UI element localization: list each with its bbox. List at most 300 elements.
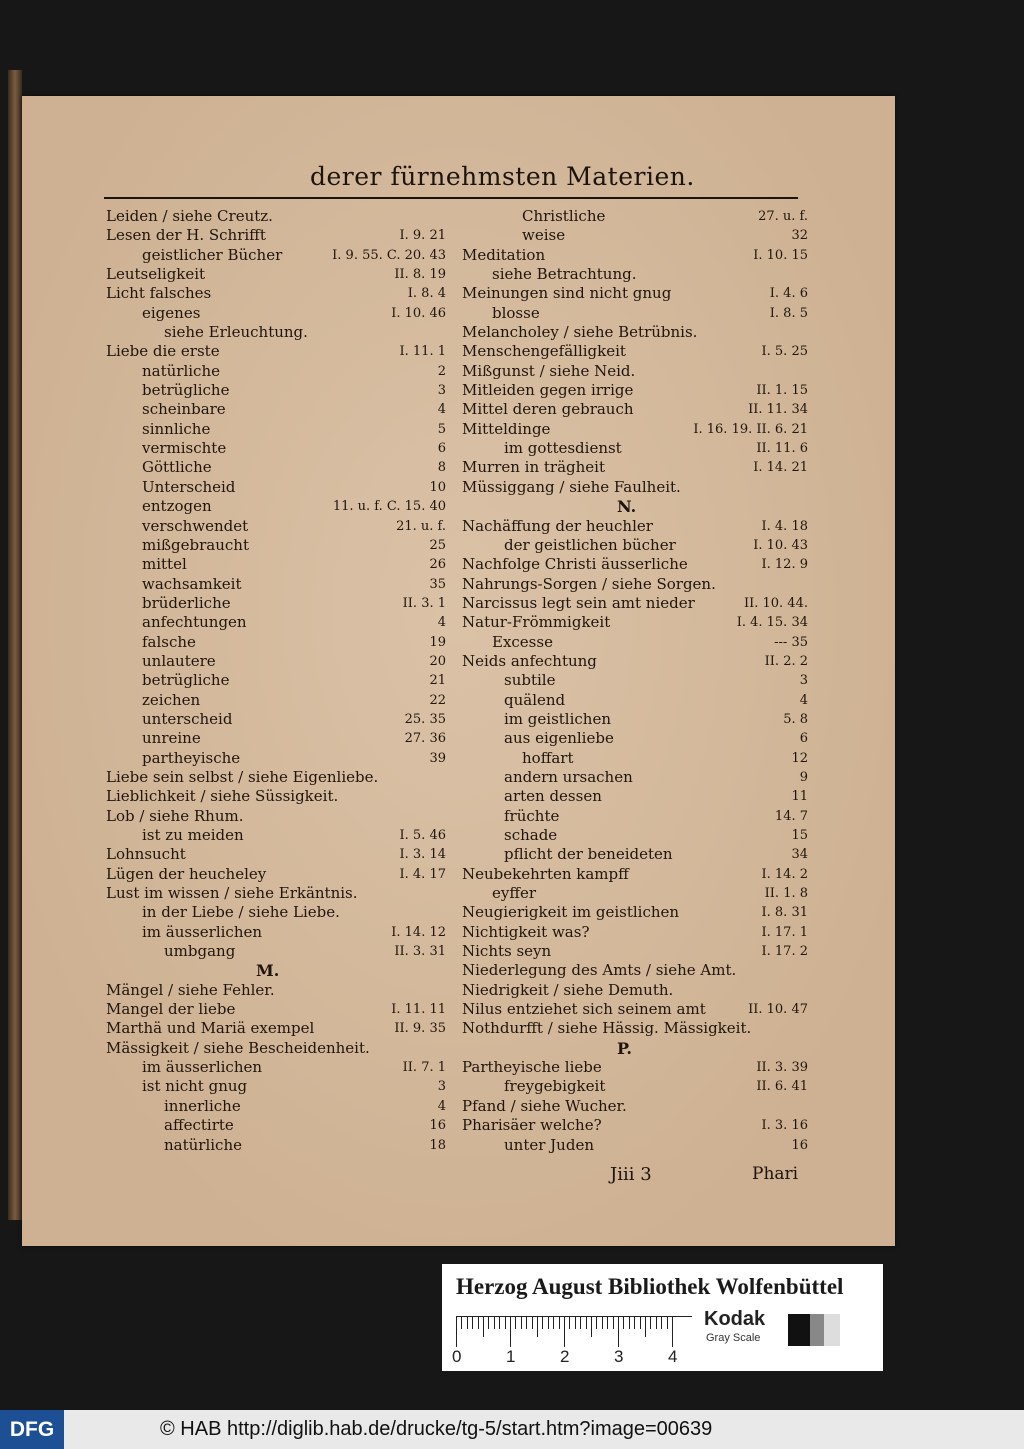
entry-term: Nichts seyn — [462, 942, 552, 961]
entry-term: schade — [504, 826, 558, 844]
entry-term: der geistlichen bücher — [504, 535, 676, 554]
entry-term: P. — [617, 1038, 632, 1058]
entry-term: im äusserlichen — [142, 922, 263, 941]
index-entry — [106, 265, 446, 284]
entry-term: Nahrungs-Sorgen / siehe Sorgen. — [462, 574, 716, 593]
index-entry — [106, 826, 446, 845]
index-entry — [462, 555, 808, 574]
ruler-tick — [586, 1317, 587, 1329]
entry-term: zeichen — [142, 690, 201, 709]
copyright-link[interactable]: © HAB http://diglib.hab.de/drucke/tg-5/start.htm?image=00639 — [160, 1418, 713, 1440]
entry-reference: 21. u. f. — [396, 518, 446, 534]
ruler-tick — [656, 1317, 657, 1329]
index-entry — [462, 1116, 808, 1135]
entry-reference: 26 — [429, 557, 446, 573]
index-entry — [462, 226, 808, 245]
index-entry — [106, 400, 446, 419]
index-entry — [462, 1077, 808, 1096]
entry-term: arten dessen — [504, 787, 602, 806]
ruler-tick — [623, 1317, 624, 1329]
ruler-tick — [488, 1317, 489, 1329]
index-entry — [106, 226, 446, 245]
ruler-tick — [472, 1317, 473, 1329]
index-entry — [106, 497, 446, 516]
index-entry — [106, 923, 446, 942]
dfg-logo: DFG — [0, 1410, 64, 1449]
entry-reference: I. 14. 2 — [761, 866, 808, 882]
index-entry — [462, 246, 808, 265]
index-entry — [462, 1136, 808, 1155]
entry-reference: 3 — [799, 673, 808, 689]
entry-reference: 27. u. f. — [758, 209, 808, 224]
index-entry — [106, 342, 446, 361]
index-entry — [106, 787, 446, 806]
entry-term: im äusserlichen — [142, 1058, 263, 1077]
ruler-number: 4 — [668, 1347, 678, 1366]
index-entry — [106, 207, 446, 226]
index-entry — [462, 265, 808, 284]
entry-reference: II. 3. 31 — [394, 944, 446, 960]
entry-reference: I. 3. 16 — [761, 1118, 808, 1134]
ruler-tick — [564, 1317, 565, 1347]
ruler-number: 1 — [506, 1347, 516, 1366]
index-entry — [106, 1097, 446, 1116]
entry-term: falsche — [142, 632, 196, 651]
entry-reference: II. 3. 39 — [756, 1060, 808, 1076]
index-entry — [106, 478, 446, 497]
gray-patch-black — [788, 1314, 810, 1346]
index-entry — [106, 323, 446, 342]
index-entry — [462, 536, 808, 555]
index-entry — [106, 633, 446, 652]
entry-term: Marthä und Mariä exempel — [106, 1019, 315, 1038]
ruler-tick — [575, 1317, 576, 1329]
entry-reference: 11 — [791, 789, 808, 805]
entry-term: Lieblichkeit / siehe Süssigkeit. — [106, 787, 339, 806]
index-entry — [106, 1019, 446, 1038]
entry-term: natürliche — [142, 361, 220, 380]
entry-term: hoffart — [522, 748, 574, 767]
entry-term: Meinungen sind nicht gnug — [462, 284, 672, 303]
entry-term: Excesse — [492, 632, 553, 651]
index-entry — [462, 1097, 808, 1116]
entry-term: Nilus entziehet sich seinem amt — [462, 1000, 706, 1019]
measurement-ruler — [456, 1316, 692, 1347]
entry-term: Natur-Frömmigkeit — [462, 613, 611, 632]
index-entry — [462, 729, 808, 748]
entry-term: unterscheid — [142, 709, 233, 728]
index-entry — [462, 633, 808, 652]
entry-term: Liebe die erste — [106, 342, 220, 361]
entry-term: im gottesdienst — [504, 439, 622, 458]
entry-reference: II. 2. 2 — [764, 653, 808, 669]
index-entry — [106, 381, 446, 400]
index-entry — [106, 865, 446, 884]
entry-reference: 16 — [429, 1118, 446, 1134]
index-entry — [462, 1000, 808, 1019]
entry-reference: --- 35 — [774, 634, 808, 650]
entry-reference: 4 — [437, 1098, 446, 1114]
index-entry — [106, 594, 446, 613]
index-entry — [106, 613, 446, 632]
index-entry — [106, 1116, 446, 1135]
signature-mark: Jiii 3 — [610, 1164, 652, 1185]
entry-term: Mißgunst / siehe Neid. — [462, 361, 636, 380]
entry-term: brüderliche — [142, 593, 231, 612]
index-entry — [462, 613, 808, 632]
entry-reference: I. 17. 2 — [761, 944, 808, 960]
ruler-tick — [634, 1317, 635, 1329]
index-entry — [462, 652, 808, 671]
index-entry — [106, 903, 446, 922]
entry-term: blosse — [492, 303, 540, 322]
ruler-tick — [499, 1317, 500, 1329]
entry-reference: 12 — [791, 750, 808, 766]
entry-reference: 34 — [791, 847, 808, 863]
entry-term: betrügliche — [142, 671, 230, 690]
entry-reference: 39 — [429, 750, 446, 766]
entry-term: vermischte — [142, 439, 227, 458]
entry-term: wachsamkeit — [142, 574, 242, 593]
index-entry — [106, 439, 446, 458]
entry-term: Leutseligkeit — [106, 265, 206, 284]
entry-term: Nothdurfft / siehe Hässig. Mässigkeit. — [462, 1019, 752, 1038]
ruler-tick — [461, 1317, 462, 1329]
entry-reference: I. 8. 5 — [769, 305, 808, 321]
entry-reference: I. 16. 19. II. 6. 21 — [693, 421, 808, 437]
index-entry — [462, 362, 808, 381]
index-entry — [106, 536, 446, 555]
index-entry — [106, 517, 446, 536]
entry-reference: I. 14. 21 — [753, 460, 808, 476]
entry-reference: I. 8. 4 — [407, 286, 446, 302]
entry-reference: I. 5. 25 — [761, 344, 808, 360]
color-scale-card — [442, 1264, 883, 1371]
index-entry — [462, 981, 808, 1000]
entry-reference: I. 4. 6 — [769, 286, 808, 302]
entry-reference: I. 12. 9 — [761, 557, 808, 573]
ruler-tick — [607, 1317, 608, 1329]
entry-reference: II. 11. 6 — [756, 441, 808, 457]
entry-term: Leiden / siehe Creutz. — [106, 207, 273, 225]
entry-term: sinnliche — [142, 419, 211, 438]
entry-term: quälend — [504, 690, 566, 709]
ruler-tick — [548, 1317, 549, 1329]
entry-reference: 27. 36 — [404, 731, 446, 747]
index-column-right — [462, 207, 808, 1155]
entry-term: natürliche — [164, 1135, 242, 1154]
entry-reference: II. 1. 15 — [756, 383, 808, 399]
entry-term: Narcissus legt sein amt nieder — [462, 593, 695, 612]
entry-term: Lust im wissen / siehe Erkäntnis. — [106, 884, 358, 903]
index-entry — [462, 671, 808, 690]
ruler-tick — [521, 1317, 522, 1329]
entry-reference: I. 3. 14 — [399, 847, 446, 863]
index-entry — [462, 458, 808, 477]
index-entry — [462, 845, 808, 864]
entry-term: Nachäffung der heuchler — [462, 516, 653, 535]
entry-term: Menschengefälligkeit — [462, 342, 626, 361]
ruler-tick — [542, 1317, 543, 1329]
entry-term: unter Juden — [504, 1135, 594, 1154]
entry-term: Christliche — [522, 207, 606, 225]
entry-term: Lob / siehe Rhum. — [106, 806, 244, 825]
ruler-tick — [602, 1317, 603, 1329]
entry-term: Mässigkeit / siehe Bescheidenheit. — [106, 1038, 370, 1057]
entry-reference: I. 10. 43 — [753, 537, 808, 553]
gray-patch-light — [824, 1314, 840, 1346]
entry-reference: 21 — [429, 673, 446, 689]
entry-term: anfechtungen — [142, 613, 247, 632]
entry-reference: 11. u. f. C. 15. 40 — [332, 499, 446, 515]
entry-reference: 6 — [437, 441, 446, 457]
index-entry — [106, 1039, 446, 1058]
ruler-tick — [559, 1317, 560, 1329]
ruler-tick — [629, 1317, 630, 1329]
entry-reference: I. 10. 15 — [753, 247, 808, 263]
entry-term: Müssiggang / siehe Faulheit. — [462, 477, 681, 496]
index-entry — [106, 420, 446, 439]
entry-term: entzogen — [142, 497, 212, 516]
index-entry — [462, 284, 808, 303]
entry-term: Göttliche — [142, 458, 212, 477]
entry-reference: II. 3. 1 — [402, 595, 446, 611]
index-entry — [462, 342, 808, 361]
entry-reference: 19 — [429, 634, 446, 650]
entry-term: Liebe sein selbst / siehe Eigenliebe. — [106, 767, 379, 786]
index-entry — [106, 652, 446, 671]
entry-term: Mitleiden gegen irrige — [462, 381, 634, 400]
entry-term: Melancholey / siehe Betrübnis. — [462, 323, 698, 342]
entry-reference: 25 — [429, 537, 446, 553]
entry-reference: 5 — [437, 421, 446, 437]
entry-reference: 4 — [799, 692, 808, 708]
entry-reference: II. 10. 47 — [748, 1002, 808, 1018]
entry-reference: II. 8. 19 — [394, 267, 446, 283]
entry-term: früchte — [504, 806, 560, 825]
entry-term: Niedrigkeit / siehe Demuth. — [462, 980, 674, 999]
entry-term: pflicht der beneideten — [504, 845, 673, 864]
entry-term: siehe Betrachtung. — [492, 265, 637, 284]
index-entry — [106, 691, 446, 710]
ruler-tick — [456, 1317, 457, 1347]
index-entry — [106, 671, 446, 690]
ruler-tick — [645, 1317, 646, 1337]
ruler-number: 2 — [560, 1347, 570, 1366]
ruler-tick — [526, 1317, 527, 1329]
entry-term: umbgang — [164, 942, 236, 961]
entry-reference: I. 4. 18 — [761, 518, 808, 534]
ruler-tick — [494, 1317, 495, 1329]
entry-term: scheinbare — [142, 400, 226, 419]
index-entry — [106, 981, 446, 1000]
entry-reference: 5. 8 — [783, 711, 808, 727]
entry-term: innerliche — [164, 1096, 241, 1115]
entry-reference: 14. 7 — [774, 808, 808, 824]
entry-term: Mitteldinge — [462, 419, 551, 438]
entry-reference: 35 — [429, 576, 446, 592]
entry-term: unlautere — [142, 651, 216, 670]
index-entry — [106, 458, 446, 477]
index-entry — [462, 323, 808, 342]
entry-term: geistlicher Bücher — [142, 245, 283, 264]
entry-term: Mittel deren gebrauch — [462, 400, 634, 419]
index-entry — [462, 439, 808, 458]
index-entry — [106, 1058, 446, 1077]
index-entry — [106, 729, 446, 748]
ruler-tick — [591, 1317, 592, 1337]
index-entry — [462, 807, 808, 826]
entry-term: Partheyische liebe — [462, 1058, 602, 1077]
entry-term: Meditation — [462, 245, 546, 264]
ruler-tick — [580, 1317, 581, 1329]
index-entry — [106, 710, 446, 729]
entry-reference: I. 9. 55. C. 20. 43 — [332, 247, 446, 263]
index-entry — [462, 826, 808, 845]
entry-term: Neugierigkeit im geistlichen — [462, 903, 680, 922]
entry-reference: I. 9. 21 — [399, 228, 446, 244]
ruler-tick — [596, 1317, 597, 1329]
entry-reference: I. 11. 11 — [391, 1002, 446, 1018]
ruler-tick — [672, 1317, 673, 1347]
header-rule — [104, 197, 798, 199]
index-entry — [462, 942, 808, 961]
index-entry — [462, 420, 808, 439]
entry-reference: 4 — [437, 615, 446, 631]
entry-reference: 15 — [791, 828, 808, 843]
entry-term: weise — [522, 226, 566, 245]
entry-reference: 4 — [437, 402, 446, 418]
entry-term: N. — [617, 497, 637, 517]
ruler-number: 0 — [452, 1347, 462, 1366]
entry-term: ist nicht gnug — [142, 1077, 248, 1096]
page-header: derer fürnehmsten Materien. — [310, 162, 695, 191]
entry-term: Lügen der heucheley — [106, 864, 267, 883]
ruler-tick — [553, 1317, 554, 1329]
entry-reference: II. 9. 35 — [394, 1021, 446, 1037]
entry-term: Neids anfechtung — [462, 651, 597, 670]
entry-term: M. — [256, 961, 280, 981]
entry-term: partheyische — [142, 748, 241, 767]
library-name: Herzog August Bibliothek Wolfenbüttel — [456, 1274, 844, 1299]
entry-reference: I. 4. 15. 34 — [736, 615, 808, 631]
entry-reference: II. 10. 44. — [743, 595, 808, 611]
ruler-number: 3 — [614, 1347, 624, 1366]
entry-term: betrügliche — [142, 381, 230, 400]
ruler-tick — [515, 1317, 516, 1329]
entry-term: Lohnsucht — [106, 845, 186, 864]
index-entry — [106, 768, 446, 787]
index-entry — [462, 517, 808, 536]
entry-reference: 9 — [799, 769, 808, 785]
entry-reference: II. 6. 41 — [756, 1079, 808, 1095]
index-entry — [462, 207, 808, 226]
index-entry — [462, 865, 808, 884]
entry-term: Lesen der H. Schrifft — [106, 226, 266, 245]
index-entry — [462, 903, 808, 922]
entry-term: mißgebraucht — [142, 535, 249, 554]
index-entry — [106, 575, 446, 594]
entry-term: eigenes — [142, 303, 201, 322]
entry-term: freygebigkeit — [504, 1077, 606, 1096]
index-entry — [106, 749, 446, 768]
index-entry — [106, 362, 446, 381]
index-entry — [462, 1058, 808, 1077]
ruler-tick — [478, 1317, 479, 1329]
entry-term: ist zu meiden — [142, 826, 244, 844]
kodak-logo: Kodak — [704, 1308, 766, 1330]
section-letter — [106, 961, 446, 980]
entry-term: Nachfolge Christi äusserliche — [462, 555, 688, 574]
entry-reference: 10 — [429, 479, 446, 495]
entry-reference: I. 8. 31 — [761, 905, 808, 921]
index-entry — [462, 710, 808, 729]
index-entry — [462, 884, 808, 903]
entry-reference: II. 7. 1 — [402, 1060, 446, 1076]
ruler-tick — [510, 1317, 511, 1347]
index-entry — [106, 1136, 446, 1155]
index-entry — [462, 304, 808, 323]
index-column-left — [106, 207, 446, 1155]
entry-term: affectirte — [164, 1116, 234, 1135]
ruler-tick — [661, 1317, 662, 1329]
section-letter — [462, 497, 808, 516]
entry-term: siehe Erleuchtung. — [164, 323, 308, 342]
entry-reference: 18 — [429, 1137, 446, 1153]
ruler-tick — [650, 1317, 651, 1329]
entry-reference: II. 11. 34 — [748, 402, 808, 418]
entry-reference: 22 — [429, 692, 446, 708]
index-entry — [462, 1019, 808, 1038]
entry-term: Pharisäer welche? — [462, 1116, 602, 1135]
entry-term: Pfand / siehe Wucher. — [462, 1096, 627, 1115]
entry-reference: I. 17. 1 — [761, 924, 808, 940]
ruler-tick — [505, 1317, 506, 1329]
index-entry — [106, 884, 446, 903]
entry-term: Mangel der liebe — [106, 1000, 236, 1019]
entry-term: unreine — [142, 729, 201, 748]
ruler-tick — [467, 1317, 468, 1329]
entry-term: Neubekehrten kampff — [462, 864, 629, 883]
entry-term: eyffer — [492, 884, 537, 903]
index-entry — [462, 961, 808, 980]
entry-term: Murren in trägheit — [462, 458, 605, 477]
index-entry — [462, 749, 808, 768]
index-entry — [462, 787, 808, 806]
entry-reference: 32 — [791, 228, 808, 244]
entry-term: in der Liebe / siehe Liebe. — [142, 903, 340, 922]
index-entry — [462, 381, 808, 400]
ruler-tick — [569, 1317, 570, 1329]
index-entry — [462, 400, 808, 419]
index-entry — [462, 691, 808, 710]
entry-reference: I. 5. 46 — [399, 828, 446, 843]
entry-reference: 25. 35 — [404, 711, 446, 727]
entry-term: Niederlegung des Amts / siehe Amt. — [462, 961, 737, 980]
ruler-tick — [667, 1317, 668, 1329]
index-entry — [462, 594, 808, 613]
index-entry — [106, 845, 446, 864]
index-entry — [106, 304, 446, 323]
ruler-tick — [618, 1317, 619, 1347]
entry-term: Mängel / siehe Fehler. — [106, 980, 275, 999]
entry-reference: I. 4. 17 — [399, 866, 446, 882]
ruler-tick — [532, 1317, 533, 1329]
book-spine — [8, 70, 22, 1220]
entry-reference: I. 11. 1 — [399, 344, 446, 360]
index-entry — [106, 1077, 446, 1096]
entry-term: Unterscheid — [142, 477, 236, 496]
